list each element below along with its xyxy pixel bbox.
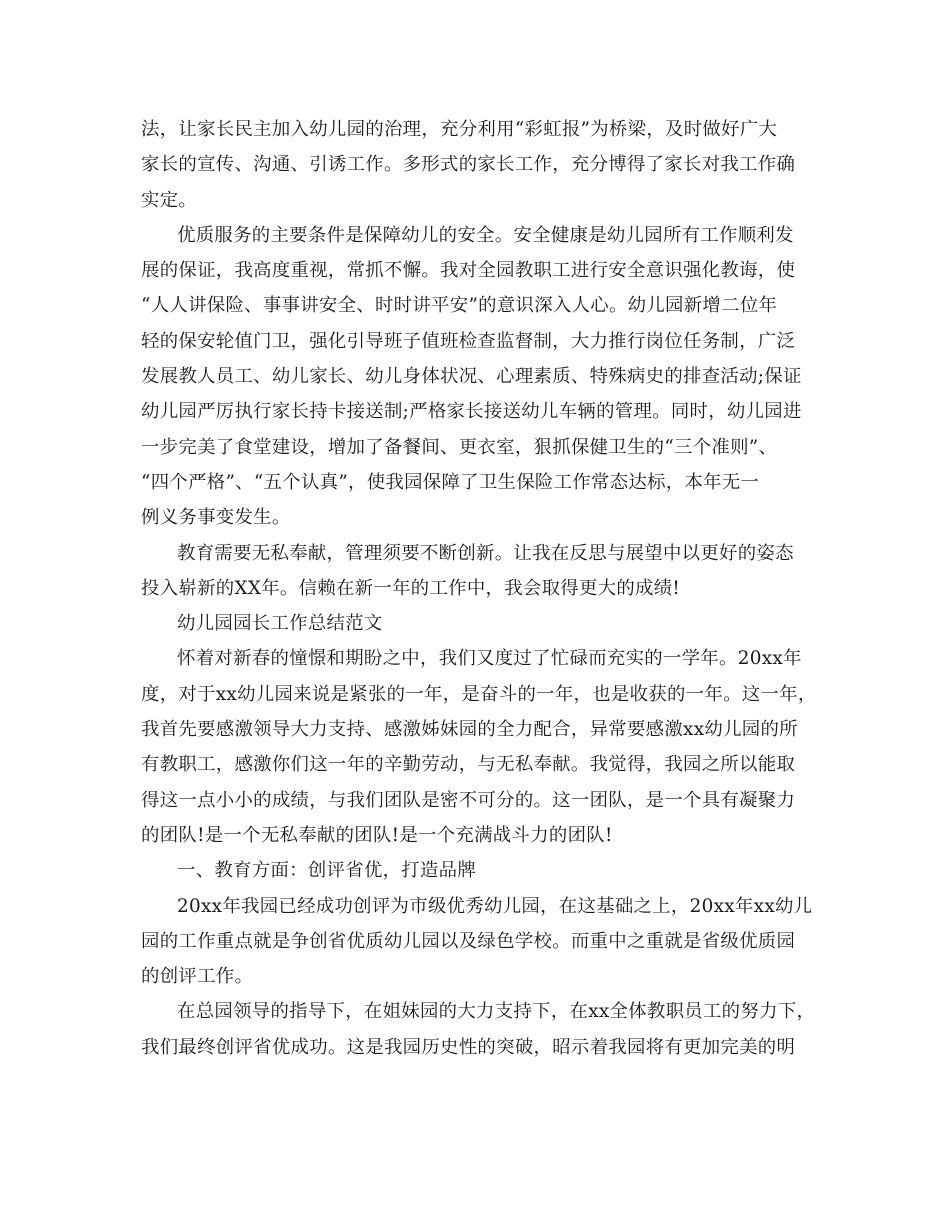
text-line: 幼儿园严厉执行家长持卡接送制;严格家长接送幼儿车辆的管理。同时，幼儿园进 (141, 401, 802, 423)
text-line: 我首先要感激领导大力支持、感激姊妹园的全力配合，异常要感激xx幼儿园的所 (141, 719, 798, 741)
text-line: 有教职工，感激你们这一年的辛勤劳动，与无私奉献。我觉得，我园之所以能取 (141, 754, 796, 776)
text-line: 发展教人员工、幼儿家长、幼儿身体状况、心理素质、特殊病史的排查活动;保证 (141, 366, 802, 388)
text-line: 一步完美了食堂建设，增加了备餐间、更衣室，狠抓保健卫生的“三个准则”、 (141, 436, 778, 458)
text-line: “四个严格”、“五个认真”，使我园保障了卫生保险工作常态达标，本年无一 (141, 471, 760, 493)
text-line: 的创评工作。 (141, 966, 254, 988)
text-line: 园的工作重点就是争创省优质幼儿园以及绿色学校。而重中之重就是省级优质园 (141, 930, 796, 952)
text-line: 展的保证，我高度重视，常抓不懈。我对全园教职工进行安全意识强化教诲，使 (141, 260, 796, 282)
paragraph-start-line: 教育需要无私奉献，管理须要不断创新。让我在反思与展望中以更好的姿态 (177, 542, 794, 564)
paragraph-start-line: 20xx年我园已经成功创评为市级优秀幼儿园，在这基础之上，20xx年xx幼儿 (177, 895, 813, 917)
paragraph-start-line: 优质服务的主要条件是保障幼儿的安全。安全健康是幼儿园所有工作顺利发 (177, 224, 794, 246)
paragraph-start-line: 怀着对新春的憧憬和期盼之中，我们又度过了忙碌而充实的一学年。20xx年 (177, 648, 802, 670)
text-line: 实定。 (141, 189, 198, 211)
paragraph-start-line: 在总园领导的指导下，在姐妹园的大力支持下，在xx全体教职员工的努力下， (177, 1001, 816, 1023)
text-line: 法，让家长民主加入幼儿园的治理，充分利用“彩虹报”为桥梁，及时做好广大 (141, 119, 778, 140)
text-line: 得这一点小小的成绩，与我们团队是密不可分的。这一团队，是一个具有凝聚力 (141, 789, 796, 811)
text-line: 的团队!是一个无私奉献的团队!是一个充满战斗力的团队! (141, 824, 613, 846)
text-line: “人人讲保险、事事讲安全、时时讲平安”的意识深入人心。幼儿园新增二位年 (141, 295, 778, 317)
text-line: 轻的保安轮值门卫，强化引导班子值班检查监督制，大力推行岗位任务制，广泛 (141, 330, 796, 352)
section-heading: 一、教育方面：创评省优，打造品牌 (177, 860, 477, 882)
text-line: 例义务事变发生。 (141, 507, 291, 529)
text-line: 投入崭新的XX年。信赖在新一年的工作中，我会取得更大的成绩! (141, 577, 681, 599)
text-line: 度，对于xx幼儿园来说是紧张的一年，是奋斗的一年，也是收获的一年。这一年， (141, 683, 817, 705)
text-line: 家长的宣传、沟通、引诱工作。多形式的家长工作，充分博得了家长对我工作确 (141, 154, 796, 176)
document-body (141, 112, 821, 1065)
text-line: 我们最终创评省优成功。这是我园历史性的突破，昭示着我园将有更加完美的明 (141, 1036, 796, 1058)
section-title: 幼儿园园长工作总结范文 (177, 613, 383, 635)
